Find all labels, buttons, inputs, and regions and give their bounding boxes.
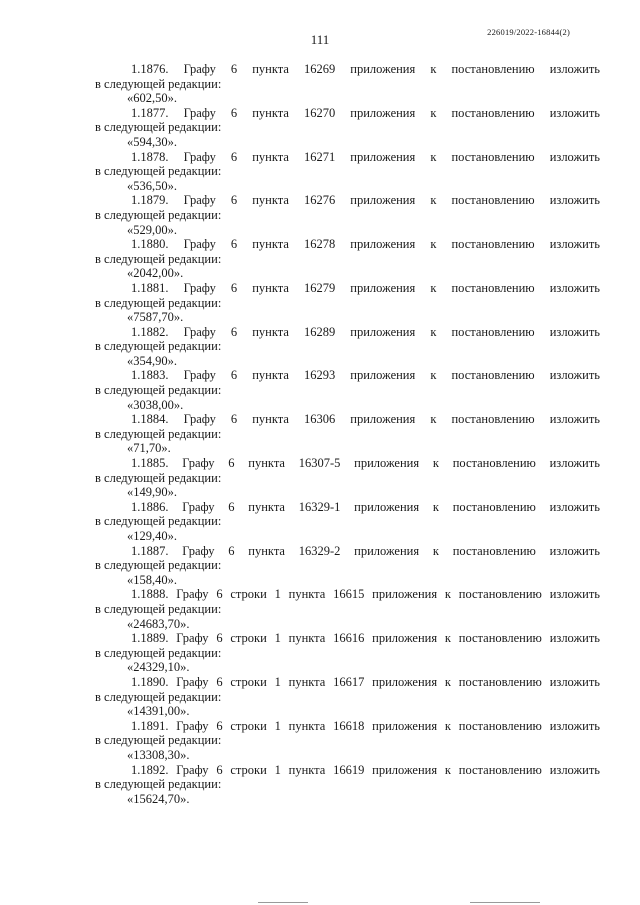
clause-value: «7587,70». bbox=[127, 310, 184, 325]
clause-word: к bbox=[444, 631, 451, 646]
clause-word: Графу bbox=[183, 368, 216, 383]
clause-word: постановлению bbox=[451, 324, 535, 339]
clause-word: изложить bbox=[549, 412, 600, 427]
clause-second-line: в следующей редакции: bbox=[95, 383, 222, 398]
clause-word: 6 bbox=[230, 368, 238, 383]
clause-word: пункта bbox=[252, 324, 289, 339]
amendment-clause bbox=[95, 587, 600, 631]
clause-word: приложения bbox=[350, 368, 416, 383]
clause-word: изложить bbox=[549, 762, 600, 777]
clause-first-line bbox=[95, 62, 600, 77]
clause-word: 1.1876. bbox=[131, 62, 169, 76]
clause-word: к bbox=[444, 762, 451, 777]
clause-word: постановлению bbox=[451, 237, 535, 252]
clause-word: 16293 bbox=[303, 368, 336, 383]
clause-word: строки bbox=[230, 718, 267, 733]
clause-word: к bbox=[444, 587, 451, 602]
amendment-clause bbox=[95, 412, 600, 456]
clause-word: постановлению bbox=[451, 368, 535, 383]
clause-word: Графу bbox=[176, 674, 209, 689]
clause-first-line bbox=[95, 587, 600, 602]
clause-word: 16619 bbox=[333, 762, 365, 777]
clause-word: к bbox=[430, 412, 437, 427]
clause-word: 6 bbox=[230, 280, 238, 295]
clause-word: пункта bbox=[252, 105, 289, 120]
clause-word: пункта bbox=[252, 149, 289, 164]
clause-word: приложения bbox=[350, 62, 416, 76]
amendment-clause bbox=[95, 62, 600, 106]
clause-first-line bbox=[95, 368, 600, 383]
clause-word: 16329-2 bbox=[298, 543, 341, 558]
clause-word: постановлению bbox=[451, 412, 535, 427]
clause-value: «149,90». bbox=[127, 485, 177, 500]
clause-second-line: в следующей редакции: bbox=[95, 426, 222, 441]
clause-word: Графу bbox=[183, 412, 216, 427]
amendment-clause bbox=[95, 193, 600, 237]
clause-second-line: в следующей редакции: bbox=[95, 339, 222, 354]
clause-word: 1.1888. bbox=[131, 587, 169, 602]
clause-value: «158,40». bbox=[127, 572, 177, 587]
clause-word: постановлению bbox=[452, 499, 536, 514]
clause-word: 6 bbox=[228, 543, 235, 558]
clause-value: «14391,00». bbox=[127, 704, 190, 719]
clause-first-line bbox=[95, 763, 600, 778]
clause-word: приложения bbox=[372, 587, 438, 602]
clause-word: пункта bbox=[252, 237, 289, 252]
clause-word: пункта bbox=[248, 456, 285, 471]
clause-word: 16279 bbox=[303, 280, 336, 295]
clause-word: 16307-5 bbox=[298, 456, 341, 471]
clause-word: Графу bbox=[182, 543, 215, 558]
clause-value: «536,50». bbox=[127, 178, 177, 193]
clause-word: 16329-1 bbox=[298, 499, 341, 514]
clause-word: 1.1885. bbox=[131, 456, 169, 471]
clause-word: к bbox=[430, 193, 437, 208]
clause-value: «71,70». bbox=[127, 441, 171, 456]
clause-second-line: в следующей редакции: bbox=[95, 120, 222, 135]
clause-word: приложения bbox=[350, 324, 416, 339]
clause-word: строки bbox=[230, 762, 267, 777]
clause-value: «24329,10». bbox=[127, 660, 190, 675]
footer-rule-left bbox=[258, 902, 308, 903]
clause-word: Графу bbox=[183, 280, 216, 295]
clause-first-line bbox=[95, 150, 600, 165]
clause-word: постановлению bbox=[458, 674, 542, 689]
clause-word: приложения bbox=[354, 543, 420, 558]
clause-word: постановлению bbox=[451, 193, 535, 208]
clause-word: к bbox=[432, 543, 439, 558]
clause-word: к bbox=[432, 456, 439, 471]
clause-word: приложения bbox=[354, 456, 420, 471]
clause-word: к bbox=[432, 499, 439, 514]
clause-first-line bbox=[95, 237, 600, 252]
clause-first-line bbox=[95, 412, 600, 427]
clause-word: 16616 bbox=[333, 631, 365, 646]
clause-value: «13308,30». bbox=[127, 747, 190, 762]
amendment-clause bbox=[95, 237, 600, 281]
clause-word: 6 bbox=[216, 674, 223, 689]
clause-word: приложения bbox=[350, 237, 416, 252]
clause-word: изложить bbox=[549, 587, 600, 602]
clause-value: «15624,70». bbox=[127, 791, 190, 806]
clause-word: 6 bbox=[228, 456, 235, 471]
amendment-clause bbox=[95, 719, 600, 763]
clause-word: к bbox=[430, 237, 437, 252]
clause-word: 6 bbox=[230, 237, 238, 252]
clause-word: 1.1890. bbox=[131, 674, 169, 689]
clause-word: к bbox=[444, 674, 451, 689]
clause-word: пункта bbox=[248, 499, 285, 514]
clause-word: Графу bbox=[176, 631, 209, 646]
clause-word: 1 bbox=[274, 631, 281, 646]
amendment-clause bbox=[95, 368, 600, 412]
clause-word: 6 bbox=[230, 62, 238, 76]
clause-word: к bbox=[430, 324, 437, 339]
clause-word: постановлению bbox=[458, 631, 542, 646]
clause-second-line: в следующей редакции: bbox=[95, 295, 222, 310]
clause-first-line bbox=[95, 325, 600, 340]
clause-word: 6 bbox=[216, 718, 223, 733]
clause-word: строки bbox=[230, 674, 267, 689]
clause-word: приложения bbox=[372, 718, 438, 733]
clause-first-line bbox=[95, 675, 600, 690]
clause-word: к bbox=[430, 368, 437, 383]
clause-word: 16276 bbox=[303, 193, 336, 208]
clause-word: 16618 bbox=[333, 718, 365, 733]
clause-word: пункта bbox=[288, 762, 326, 777]
amendment-clause bbox=[95, 325, 600, 369]
clause-word: строки bbox=[230, 631, 267, 646]
clause-word: 1 bbox=[274, 587, 281, 602]
clause-word: 1.1878. bbox=[131, 149, 169, 164]
document-id: 226019/2022-16844(2) bbox=[487, 27, 570, 37]
clause-word: к bbox=[430, 105, 437, 120]
clause-word: пункта bbox=[252, 193, 289, 208]
clause-second-line: в следующей редакции: bbox=[95, 470, 222, 485]
clause-word: 1.1892. bbox=[131, 762, 169, 777]
amendment-clause bbox=[95, 150, 600, 194]
clause-word: изложить bbox=[549, 674, 600, 689]
clause-word: Графу bbox=[183, 62, 216, 76]
clause-word: приложения bbox=[372, 674, 438, 689]
clause-word: постановлению bbox=[452, 543, 536, 558]
clause-value: «24683,70». bbox=[127, 616, 190, 631]
page-number: 111 bbox=[310, 32, 330, 47]
clause-word: приложения bbox=[354, 499, 420, 514]
clause-word: изложить bbox=[549, 237, 600, 252]
clause-first-line bbox=[95, 500, 600, 515]
clause-second-line: в следующей редакции: bbox=[95, 601, 222, 616]
clause-word: 16278 bbox=[303, 237, 336, 252]
clause-second-line: в следующей редакции: bbox=[95, 514, 222, 529]
clause-word: приложения bbox=[350, 105, 416, 120]
clause-word: 16270 bbox=[303, 105, 336, 120]
clause-word: 1.1886. bbox=[131, 499, 169, 514]
clause-word: к bbox=[430, 62, 437, 76]
clause-word: изложить bbox=[549, 105, 600, 120]
clause-word: 6 bbox=[230, 105, 238, 120]
clause-word: постановлению bbox=[458, 587, 542, 602]
clause-word: 6 bbox=[230, 412, 238, 427]
clause-word: 1.1884. bbox=[131, 412, 169, 427]
amendment-clause bbox=[95, 500, 600, 544]
clause-first-line bbox=[95, 544, 600, 559]
amendment-clause bbox=[95, 544, 600, 588]
clause-word: 6 bbox=[230, 149, 238, 164]
clause-word: изложить bbox=[549, 631, 600, 646]
clause-second-line: в следующей редакции: bbox=[95, 76, 222, 91]
clause-word: Графу bbox=[182, 499, 215, 514]
clause-word: 16615 bbox=[333, 587, 365, 602]
clause-word: изложить bbox=[549, 193, 600, 208]
clause-first-line bbox=[95, 631, 600, 646]
clause-word: постановлению bbox=[451, 280, 535, 295]
clause-first-line bbox=[95, 106, 600, 121]
amendment-clause bbox=[95, 631, 600, 675]
amendment-clause bbox=[95, 763, 600, 807]
amendment-clause bbox=[95, 456, 600, 500]
clause-word: 1.1883. bbox=[131, 368, 169, 383]
clause-word: изложить bbox=[549, 324, 600, 339]
clause-word: изложить bbox=[549, 149, 600, 164]
clause-second-line: в следующей редакции: bbox=[95, 207, 222, 222]
clause-word: 1.1877. bbox=[131, 105, 169, 120]
clause-word: 1 bbox=[274, 762, 281, 777]
clause-word: изложить bbox=[549, 718, 600, 733]
clause-word: пункта bbox=[288, 674, 326, 689]
clause-word: 16271 bbox=[303, 149, 336, 164]
clause-word: пункта bbox=[288, 631, 326, 646]
clause-second-line: в следующей редакции: bbox=[95, 777, 222, 792]
clause-second-line: в следующей редакции: bbox=[95, 689, 222, 704]
clause-word: пункта bbox=[252, 62, 289, 76]
amendment-clause bbox=[95, 106, 600, 150]
clause-word: 16289 bbox=[303, 324, 336, 339]
clause-word: постановлению bbox=[452, 456, 536, 471]
clause-word: изложить bbox=[549, 543, 600, 558]
clause-word: пункта bbox=[252, 280, 289, 295]
clause-word: постановлению bbox=[451, 149, 535, 164]
clause-value: «2042,00». bbox=[127, 266, 184, 281]
clause-second-line: в следующей редакции: bbox=[95, 558, 222, 573]
clause-word: 1.1889. bbox=[131, 631, 169, 646]
clause-word: Графу bbox=[176, 762, 209, 777]
clause-word: 1 bbox=[274, 674, 281, 689]
clause-word: к bbox=[430, 149, 437, 164]
clause-word: приложения bbox=[350, 412, 416, 427]
clause-value: «3038,00». bbox=[127, 397, 184, 412]
clause-second-line: в следующей редакции: bbox=[95, 164, 222, 179]
clause-word: строки bbox=[230, 587, 267, 602]
clause-word: пункта bbox=[252, 368, 289, 383]
clause-word: 6 bbox=[230, 324, 238, 339]
footer-rule-right bbox=[470, 902, 540, 903]
clause-word: изложить bbox=[549, 62, 600, 76]
document-body bbox=[95, 62, 600, 806]
clause-word: Графу bbox=[183, 193, 216, 208]
clause-value: «602,50». bbox=[127, 91, 177, 106]
clause-word: 6 bbox=[228, 499, 235, 514]
clause-word: 6 bbox=[216, 587, 223, 602]
clause-word: приложения bbox=[350, 149, 416, 164]
clause-second-line: в следующей редакции: bbox=[95, 645, 222, 660]
clause-word: приложения bbox=[372, 762, 438, 777]
clause-word: приложения bbox=[372, 631, 438, 646]
clause-word: Графу bbox=[176, 587, 209, 602]
clause-word: приложения bbox=[350, 193, 416, 208]
clause-word: 6 bbox=[216, 762, 223, 777]
clause-word: пункта bbox=[288, 587, 326, 602]
clause-word: Графу bbox=[183, 105, 216, 120]
clause-word: Графу bbox=[182, 456, 215, 471]
clause-word: 16306 bbox=[303, 412, 336, 427]
clause-word: постановлению bbox=[458, 718, 542, 733]
clause-word: постановлению bbox=[451, 62, 535, 76]
clause-word: Графу bbox=[183, 149, 216, 164]
clause-word: Графу bbox=[183, 324, 216, 339]
clause-word: 16269 bbox=[303, 62, 336, 76]
amendment-clause bbox=[95, 281, 600, 325]
clause-word: 1.1891. bbox=[131, 718, 169, 733]
clause-word: 1.1887. bbox=[131, 543, 169, 558]
clause-word: изложить bbox=[549, 456, 600, 471]
clause-value: «354,90». bbox=[127, 353, 177, 368]
clause-word: пункта bbox=[288, 718, 326, 733]
clause-word: Графу bbox=[183, 237, 216, 252]
clause-second-line: в следующей редакции: bbox=[95, 733, 222, 748]
clause-word: Графу bbox=[176, 718, 209, 733]
clause-word: изложить bbox=[549, 368, 600, 383]
clause-word: постановлению bbox=[451, 105, 535, 120]
clause-word: 1.1882. bbox=[131, 324, 169, 339]
clause-value: «594,30». bbox=[127, 134, 177, 149]
clause-word: изложить bbox=[549, 499, 600, 514]
clause-value: «529,00». bbox=[127, 222, 177, 237]
clause-word: 1.1879. bbox=[131, 193, 169, 208]
clause-word: постановлению bbox=[458, 762, 542, 777]
clause-word: 1.1880. bbox=[131, 237, 169, 252]
clause-word: 1 bbox=[274, 718, 281, 733]
clause-word: 6 bbox=[230, 193, 238, 208]
clause-first-line bbox=[95, 281, 600, 296]
clause-word: к bbox=[430, 280, 437, 295]
clause-word: 1.1881. bbox=[131, 280, 169, 295]
clause-word: пункта bbox=[252, 412, 289, 427]
clause-word: к bbox=[444, 718, 451, 733]
clause-first-line bbox=[95, 193, 600, 208]
clause-first-line bbox=[95, 456, 600, 471]
clause-word: приложения bbox=[350, 280, 416, 295]
amendment-clause bbox=[95, 675, 600, 719]
clause-second-line: в следующей редакции: bbox=[95, 251, 222, 266]
clause-value: «129,40». bbox=[127, 529, 177, 543]
clause-word: изложить bbox=[549, 280, 600, 295]
clause-word: 16617 bbox=[333, 674, 365, 689]
clause-word: 6 bbox=[216, 631, 223, 646]
clause-word: пункта bbox=[248, 543, 285, 558]
clause-first-line bbox=[95, 719, 600, 734]
